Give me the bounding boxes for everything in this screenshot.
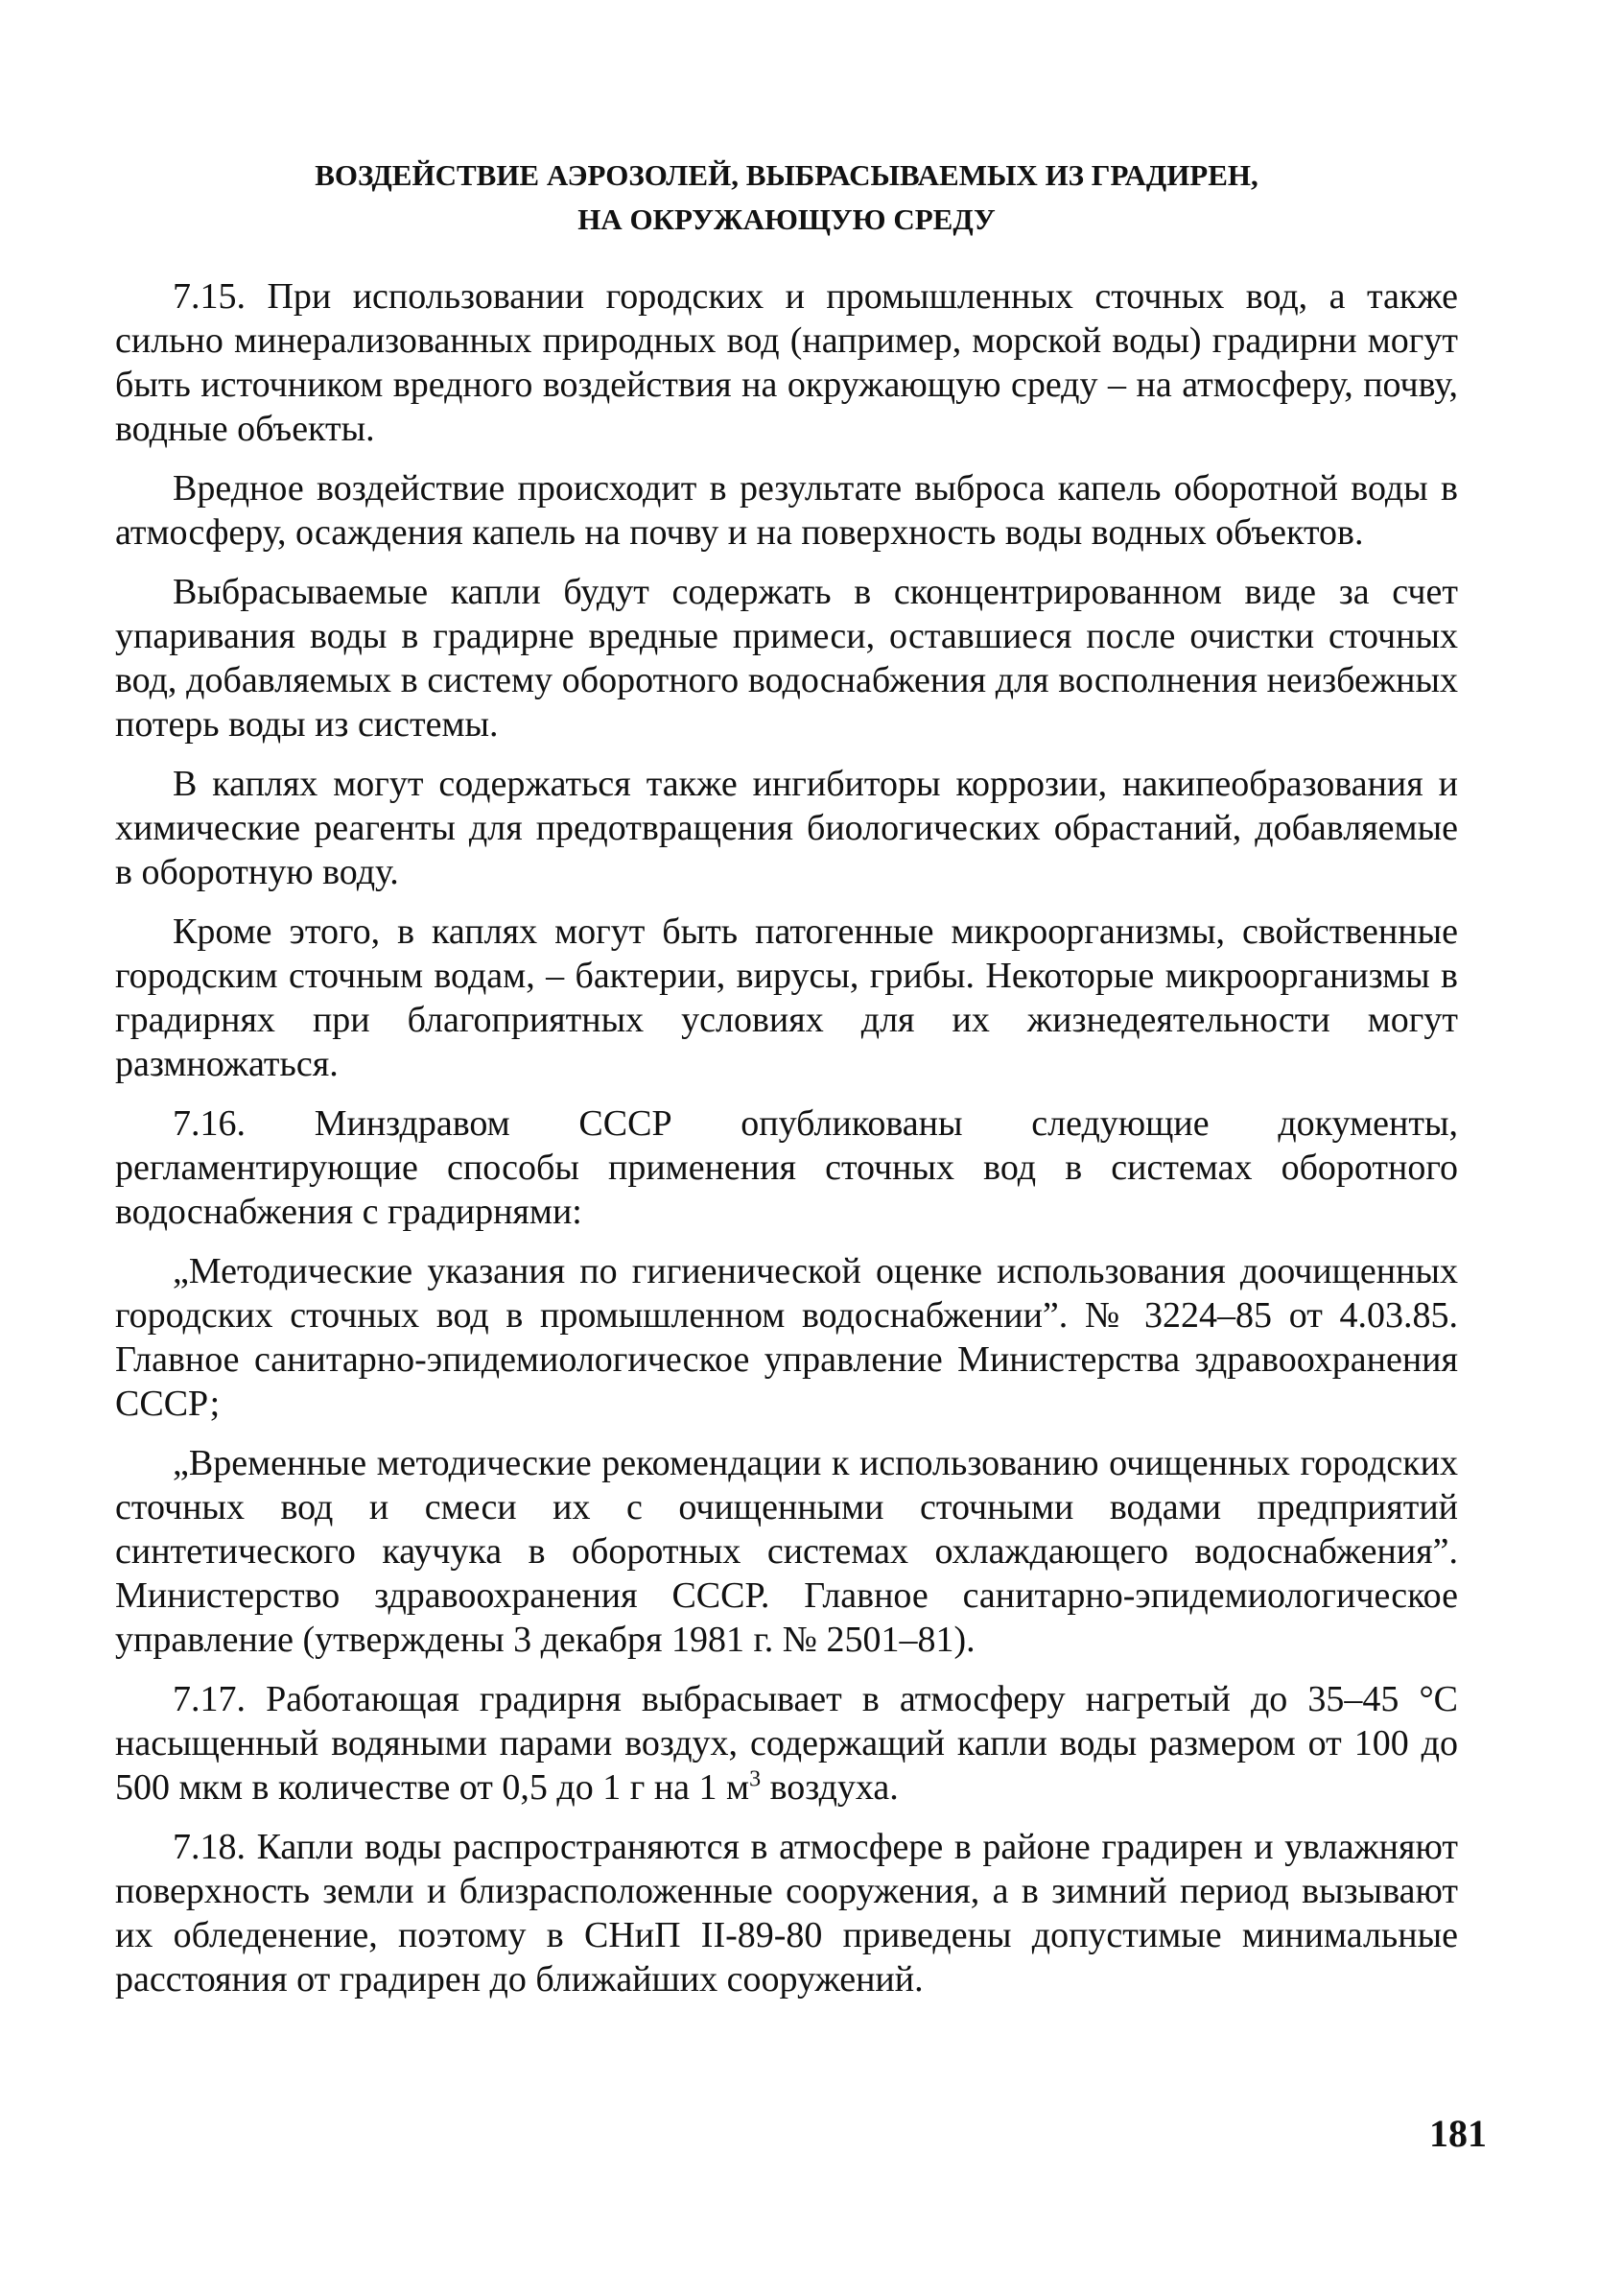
- section-heading-line-1: ВОЗДЕЙСТВИЕ АЭРОЗОЛЕЙ, ВЫБРАСЫВАЕМЫХ ИЗ ГРАДИРЕН,: [315, 158, 1258, 192]
- paragraph-guidelines-3224: „Методические указания по гигиенической оценке использования доочищенных городских сточных вод в промышленном водоснабжении”. № 3224–85 от 4.03.85. Главное санитарно-эпидемиологическое управление Министерства здравоохранения СССР;: [115, 1251, 1458, 1424]
- superscript-cubic: 3: [749, 1766, 762, 1792]
- paragraph-7-17-tail: воздуха.: [761, 1767, 899, 1808]
- page-number: 181: [1429, 2112, 1487, 2155]
- paragraph-guidelines-2501: „Временные методические рекомендации к использованию очищенных городских сточных вод и смеси их с очищенными сточными водами предприятий синтетического каучука в оборотных системах охлаждающего водоснабжения”. Министерство здравоохранения СССР. Главное санитарно-эпидемиологическое управление (утверждены 3 декабря 1981 г. № 2501–81).: [115, 1443, 1458, 1660]
- paragraph-inhibitors: В каплях могут содержаться также ингибиторы коррозии, накипеобразования и химические реагенты для предотвращения биологических обрастаний, добавляемые в оборотную воду.: [115, 764, 1458, 892]
- paragraph-droplets-impurities: Выбрасываемые капли будут содержать в сконцентрированном виде за счет упаривания воды в градирне вредные примеси, оставшиеся после очистки сточных вод, добавляемых в систему оборотного водоснабжения для восполнения неизбежных потерь воды из системы.: [115, 572, 1458, 745]
- paragraph-microorganisms: Кроме этого, в каплях могут быть патогенные микроорганизмы, свойственные городским сточным водам, – бактерии, вирусы, грибы. Некоторые микроорганизмы в градирнях при благоприятных условиях для их жизнедеятельности могут размножаться.: [115, 911, 1458, 1084]
- paragraph-7-18: 7.18. Капли воды распространяются в атмосфере в районе градирен и увлажняют поверхность земли и близрасположенные сооружения, а в зимний период вызывают их обледенение, поэтому в СНиП II-89-80 приведены допустимые минимальные расстояния от градирен до ближайших сооружений.: [115, 1827, 1458, 2000]
- paragraph-harmful-impact: Вредное воздействие происходит в результате выброса капель оборотной воды в атмосферу, осаждения капель на почву и на поверхность воды водных объектов.: [115, 468, 1458, 553]
- document-page: [115, 154, 1458, 2017]
- section-heading-line-2: НА ОКРУЖАЮЩУЮ СРЕДУ: [577, 202, 996, 236]
- paragraph-7-17: [115, 1677, 1458, 1810]
- paragraph-7-16: 7.16. Минздравом СССР опубликованы следующие документы, регламентирующие способы применения сточных вод в системах оборотного водоснабжения с градирнями:: [115, 1103, 1458, 1232]
- section-heading: [115, 154, 1458, 242]
- paragraph-7-17-text: 7.17. Работающая градирня выбрасывает в атмосферу нагретый до 35–45 °С насыщенный водяными парами воздух, содержащий капли воды размером от 100 до 500 мкм в количестве от 0,5 до 1 г на 1 м: [115, 1679, 1458, 1808]
- paragraph-7-15: 7.15. При использовании городских и промышленных сточных вод, а также сильно минерализованных природных вод (например, морской воды) градирни могут быть источником вредного воздействия на окружающую среду – на атмосферу, почву, водные объекты.: [115, 276, 1458, 449]
